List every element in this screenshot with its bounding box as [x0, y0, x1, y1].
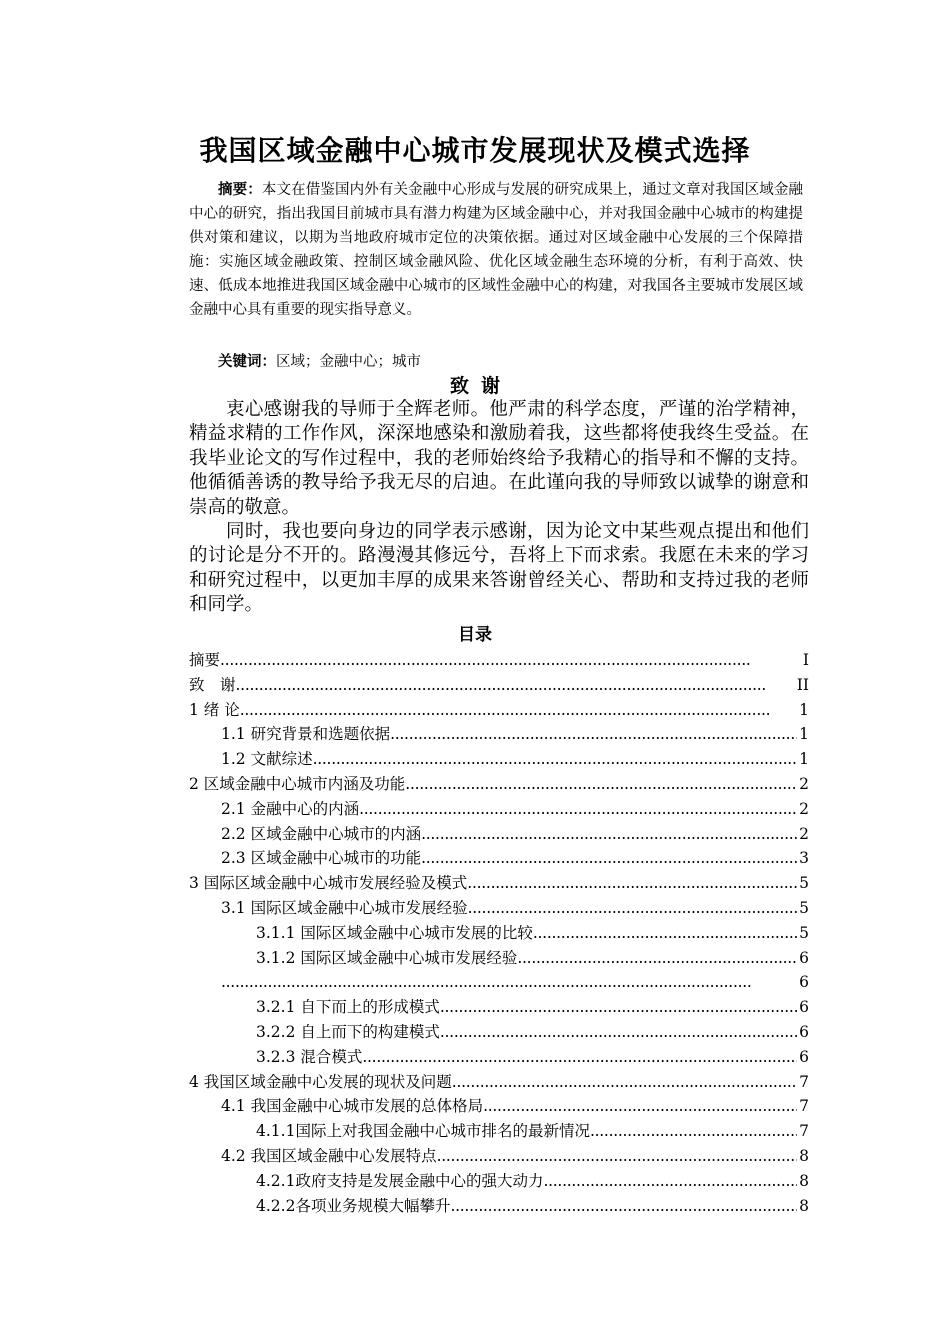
toc-entry — [189, 995, 809, 1020]
acknowledgement-body — [189, 398, 809, 618]
toc-entry-page: 6 — [799, 973, 809, 992]
toc-leader-dots — [240, 698, 797, 723]
toc-leader-dots — [313, 747, 798, 772]
toc-entry-page: 8 — [799, 1196, 809, 1215]
toc-entry-title: 摘要 — [189, 651, 221, 669]
toc-entry — [189, 648, 809, 673]
toc-leader-dots — [421, 822, 797, 847]
toc-entry-page: 5 — [799, 874, 809, 893]
toc-entry-title: 3.1 国际区域金融中心城市发展经验 — [221, 898, 468, 917]
toc-leader-dots — [468, 896, 798, 921]
toc-leader-dots — [236, 673, 795, 698]
abstract-label: 摘要： — [218, 182, 262, 198]
toc-leader-dots — [450, 1194, 797, 1219]
toc-entry-page: 6 — [799, 1047, 809, 1066]
toc-entry-page: II — [796, 675, 809, 694]
table-of-contents — [189, 648, 809, 1218]
toc-leader-dots — [362, 1045, 797, 1070]
toc-entry-page: 3 — [799, 849, 809, 868]
toc-leader-dots — [467, 871, 797, 896]
toc-entry-title: 致 谢 — [189, 675, 236, 694]
toc-leader-dots — [390, 722, 797, 747]
toc-entry-title: 4.2 我国区域金融中心发展特点 — [221, 1146, 437, 1165]
toc-entry-page: 8 — [799, 1171, 809, 1190]
keywords-text: 区域；金融中心；城市 — [276, 354, 421, 370]
toc-entry-title: 2.1 金融中心的内涵 — [221, 799, 360, 818]
toc-entry-title: 2 区域金融中心城市内涵及功能 — [189, 774, 406, 793]
toc-entry-title: 3.2.3 混合模式 — [256, 1047, 363, 1066]
toc-leader-dots — [517, 946, 797, 971]
toc-entry — [189, 822, 809, 847]
toc-entry-page: 2 — [799, 799, 809, 818]
toc-entry-title: 4.2.1政府支持是发展金融中心的强大动力 — [256, 1171, 544, 1190]
toc-entry — [189, 1144, 809, 1169]
toc-leader-dots — [533, 921, 797, 946]
toc-entry-page: 1 — [799, 700, 809, 719]
toc-leader-dots — [452, 1070, 797, 1095]
toc-entry-page: 5 — [799, 898, 809, 917]
toc-entry-page: 8 — [799, 1146, 809, 1165]
toc-entry — [189, 747, 809, 772]
acknowledgement-paragraph: 同时，我也要向身边的同学表示感谢，因为论文中某些观点提出和他们的讨论是分不开的。路漫漫其修远兮，吾将上下而求索。我愿在未来的学习和研究过程中，以更加丰厚的成果来答谢曾经关心、帮助和支持过我的老师和同学。 — [189, 521, 809, 616]
toc-entry-title: 1.1 研究背景和选题依据 — [221, 725, 391, 744]
keywords-label: 关键词： — [218, 354, 276, 370]
toc-entry — [189, 1169, 809, 1194]
toc-entry — [189, 1094, 809, 1119]
keywords-line — [189, 350, 803, 374]
toc-leader-dots — [359, 797, 797, 822]
toc-entry-page: 6 — [799, 1022, 809, 1041]
toc-entry-page: 1 — [799, 725, 809, 744]
abstract-paragraph — [189, 178, 803, 322]
toc-leader-dots — [220, 648, 801, 673]
toc-leader-dots — [440, 995, 797, 1020]
toc-entry — [189, 970, 809, 995]
toc-entry-title: 4 我国区域金融中心发展的现状及问题 — [189, 1072, 452, 1091]
toc-entry-title: 1.2 文献综述 — [221, 750, 313, 769]
toc-leader-dots — [543, 1169, 797, 1194]
toc-entry-title: 3.2.1 自下而上的形成模式 — [256, 998, 440, 1017]
toc-leader-dots — [421, 846, 797, 871]
toc-entry — [189, 1045, 809, 1070]
toc-entry-title: 4.1 我国金融中心城市发展的总体格局 — [221, 1097, 484, 1116]
document-title: 我国区域金融中心城市发展现状及模式选择 — [199, 134, 751, 167]
toc-entry-title: 3.2.2 自上而下的构建模式 — [256, 1022, 440, 1041]
acknowledgement-title: 致谢 — [449, 375, 512, 397]
toc-entry-page: 5 — [799, 923, 809, 942]
toc-entry — [189, 921, 809, 946]
toc-title: 目录 — [458, 625, 492, 645]
toc-entry — [189, 797, 809, 822]
toc-entry — [189, 673, 809, 698]
toc-leader-dots — [437, 1144, 798, 1169]
toc-leader-dots — [405, 772, 797, 797]
acknowledgement-paragraph: 衷心感谢我的导师于全辉老师。他严肃的科学态度，严谨的治学精神，精益求精的工作作风，深深地感染和激励着我，这些都将使我终生受益。在我毕业论文的写作过程中，我的老师始终给予我精心的指导和不懈的支持。他循循善诱的教导给予我无尽的启迪。在此谨向我的导师致以诚挚的谢意和崇高的敬意。 — [189, 399, 809, 518]
toc-entry — [189, 1194, 809, 1219]
toc-entry-page: 7 — [799, 1097, 809, 1116]
toc-entry-title: 3.1.2 国际区域金融中心城市发展经验 — [256, 948, 518, 967]
toc-entry-page: 7 — [799, 1072, 809, 1091]
toc-entry-page: 6 — [799, 948, 809, 967]
toc-entry-page: 6 — [799, 998, 809, 1017]
toc-entry — [189, 946, 809, 971]
abstract-text: 本文在借鉴国内外有关金融中心形成与发展的研究成果上，通过文章对我国区域金融中心的研究，指出我国目前城市具有潜力构建为区域金融中心，并对我国金融中心城市的构建提供对策和建议，以期为当地政府城市定位的决策依据。通过对区域金融中心发展的三个保障措施：实施区域金融政策、控制区域金融风险、优化区域金融生态环境的分析，有利于高效、快速、低成本地推进我国区域金融中心城市的区域性金融中心的构建，对我国各主要城市发展区域金融中心具有重要的现实指导意义。 — [189, 182, 804, 318]
toc-entry-title: 2.3 区域金融中心城市的功能 — [221, 849, 422, 868]
toc-entry — [189, 722, 809, 747]
toc-entry-title: 2.2 区域金融中心城市的内涵 — [221, 824, 422, 843]
toc-entry-title: 3 国际区域金融中心城市发展经验及模式 — [189, 874, 468, 893]
toc-entry-title: 4.1.1国际上对我国金融中心城市排名的最新情况 — [256, 1122, 590, 1141]
toc-entry-page: 1 — [799, 750, 809, 769]
toc-leader-dots — [221, 970, 797, 995]
toc-entry-page: 2 — [799, 774, 809, 793]
toc-entry-page: 2 — [799, 824, 809, 843]
toc-entry — [189, 1020, 809, 1045]
toc-leader-dots — [440, 1020, 797, 1045]
toc-entry — [189, 772, 809, 797]
toc-entry-page: 7 — [799, 1122, 809, 1141]
toc-entry-title: 3.1.1 国际区域金融中心城市发展的比较 — [256, 923, 533, 942]
toc-entry-title: 4.2.2各项业务规模大幅攀升 — [256, 1196, 451, 1215]
toc-entry — [189, 846, 809, 871]
toc-leader-dots — [483, 1094, 797, 1119]
toc-entry — [189, 871, 809, 896]
toc-leader-dots — [590, 1119, 797, 1144]
toc-entry — [189, 1070, 809, 1095]
toc-entry — [189, 896, 809, 921]
toc-entry — [189, 1119, 809, 1144]
toc-entry-page: I — [802, 651, 809, 669]
toc-entry — [189, 698, 809, 723]
toc-entry-title: 1 绪 论 — [189, 700, 240, 719]
